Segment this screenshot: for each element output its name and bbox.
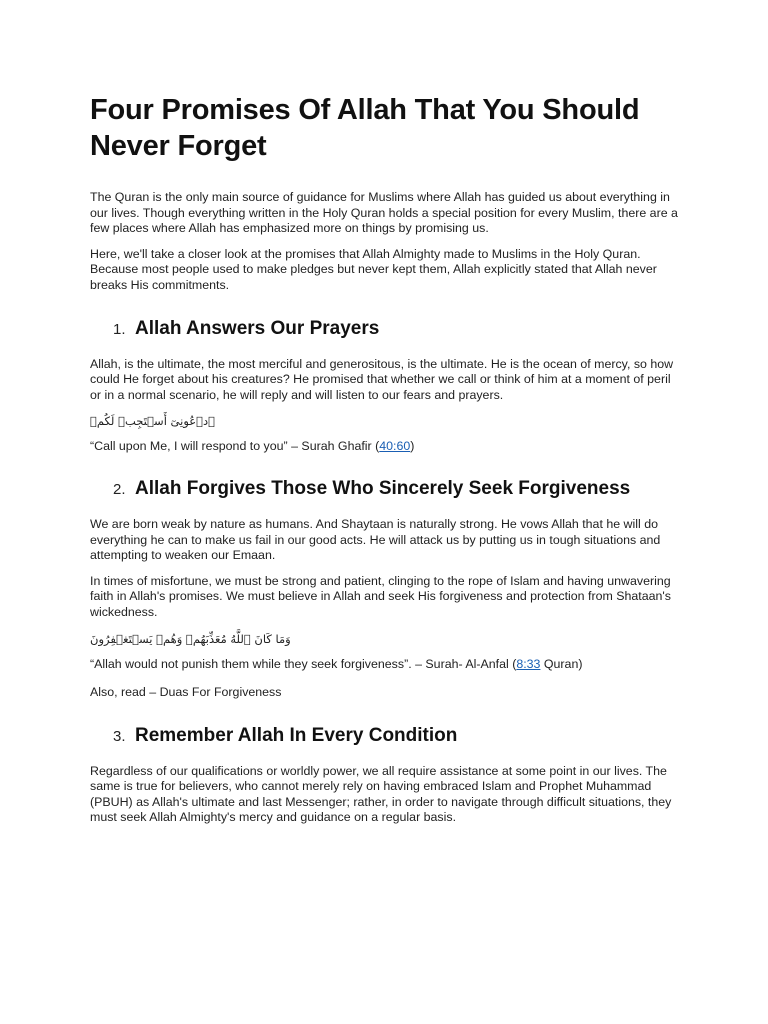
section-2-number: 2. xyxy=(113,480,126,498)
intro-paragraph-1: The Quran is the only main source of guidance for Muslims where Allah has guided us about everything in our lives. Though everything written in the Holy Quran holds a special position for every Muslim, there are a few places where Allah has emphasized more on things by promising us. xyxy=(90,190,678,236)
section-2-quote-text: “Allah would not punish them while they seek forgiveness”. – Surah- Al-Anfal ( xyxy=(90,656,517,671)
section-1-quote-text: “Call upon Me, I will respond to you” – Surah Ghafir ( xyxy=(90,439,380,454)
section-2-quote xyxy=(90,657,680,673)
section-1-heading xyxy=(90,317,680,342)
section-2-paragraph-1: We are born weak by nature as humans. And Shaytaan is naturally strong. He vows Allah that he will do everything he can to make us fail in our good acts. He will attack us by putting us in tough situations and attempting to weaken our Emaan. xyxy=(90,516,661,563)
article xyxy=(90,92,680,826)
section-1-number: 1. xyxy=(113,320,126,338)
section-2-arabic-verse: وَمَا كَانَ ٱللَّهُ مُعَذِّبَهُمۡ وَهُمۡ يَسۡتَغۡفِرُونَ xyxy=(90,631,291,646)
intro-paragraph-2: Here, we'll take a closer look at the promises that Allah Almighty made to Muslims in the Holy Quran. Because most people used to make pledges but never kept them, Allah explicitly stated that Allah never breaks His commitments. xyxy=(90,246,657,292)
section-1-quote-end: ) xyxy=(410,439,415,454)
section-1-quote xyxy=(90,439,680,455)
section-2-quote-end: Quran) xyxy=(540,656,583,671)
section-2-verse-link[interactable]: 8:33 xyxy=(516,656,541,671)
section-2-title: Allah Forgives Those Who Sincerely Seek Forgiveness xyxy=(135,477,631,499)
page-title: Four Promises Of Allah That You Should Never Forget xyxy=(90,94,640,162)
section-3-heading xyxy=(90,724,680,749)
section-1-arabic-verse: ٱدۡعُونِىٓ أَسۡتَجِبۡ لَكُمۡ xyxy=(90,414,216,429)
section-3-title: Remember Allah In Every Condition xyxy=(135,724,458,746)
section-3-paragraph-1: Regardless of our qualifications or worldly power, we all require assistance at some point in our lives. The same is true for believers, who cannot merely rely on having embraced Islam and Prophet Muhammad (PBUH) as Allah's ultimate and last Messenger; rather, in order to navigate through difficult situations, they must seek Allah Almighty's mercy and guidance on a regular basis. xyxy=(90,763,672,825)
section-1-paragraph-1: Allah, is the ultimate, the most merciful and generositous, is the ultimate. He is the ocean of mercy, so how could He forget about his creatures? He promised that whether we call or think of him at a moment of peril or in a normal scenario, he will reply and will listen to our fears and prayers. xyxy=(90,356,674,402)
section-1-verse-link[interactable]: 40:60 xyxy=(379,439,411,454)
section-2-heading xyxy=(90,477,680,502)
section-3-number: 3. xyxy=(113,727,126,745)
section-1-title: Allah Answers Our Prayers xyxy=(135,317,380,339)
also-read-line: Also, read – Duas For Forgiveness xyxy=(90,685,282,700)
section-2-paragraph-2: In times of misfortune, we must be strong and patient, clinging to the rope of Islam and having unwavering faith in Allah's promises. We must believe in Allah and seek His forgiveness and protection from Shataan's wickedness. xyxy=(90,573,671,619)
